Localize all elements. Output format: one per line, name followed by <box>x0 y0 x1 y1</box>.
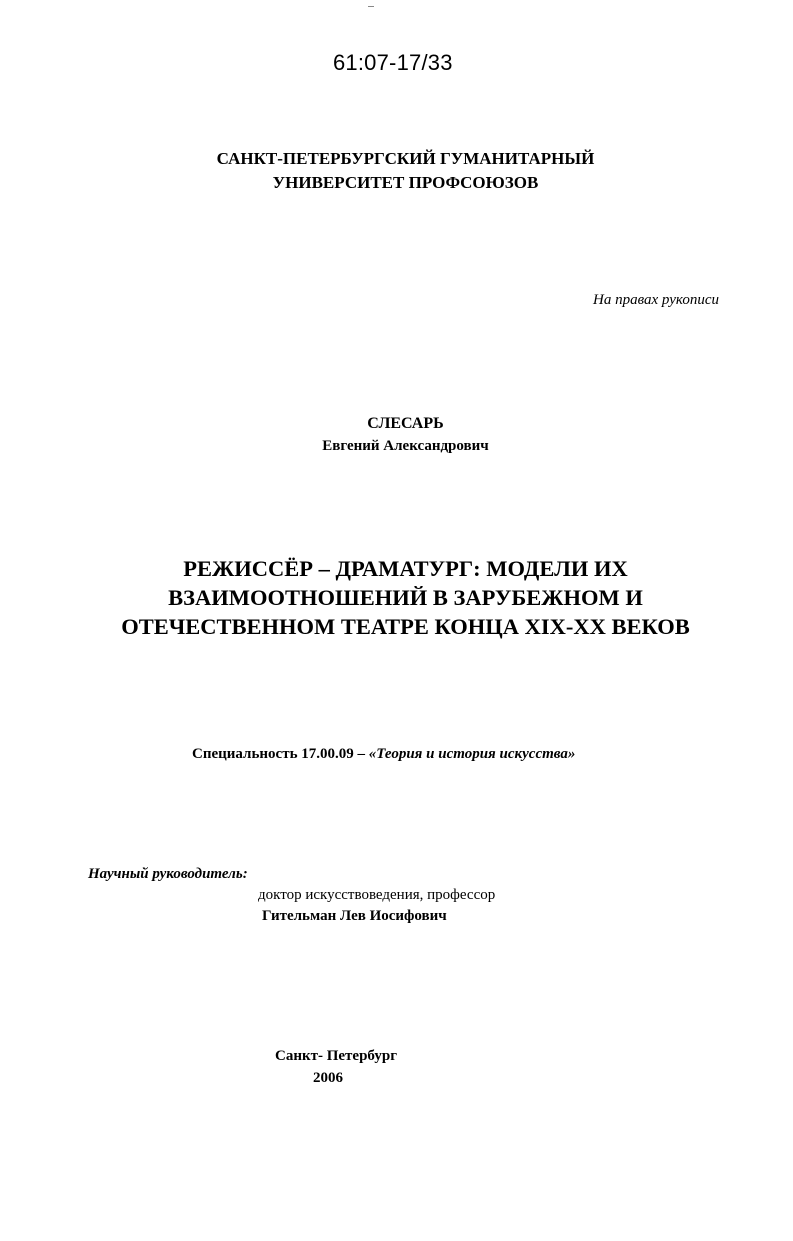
supervisor-name: Гительман Лев Иосифович <box>262 908 447 924</box>
city: Санкт- Петербург <box>275 1048 398 1064</box>
year: 2006 <box>313 1070 343 1086</box>
dissertation-title <box>0 554 793 641</box>
university-name <box>0 147 793 195</box>
title-line-3: ОТЕЧЕСТВЕННОМ ТЕАТРЕ КОНЦА XIX-XX ВЕКОВ <box>121 614 690 639</box>
speciality-prefix: Специальность 17.00.09 – <box>192 746 369 762</box>
scan-speck <box>368 6 374 7</box>
author-block <box>0 413 793 457</box>
university-line-1: САНКТ-ПЕТЕРБУРГСКИЙ ГУМАНИТАРНЫЙ <box>216 149 595 168</box>
supervisor-degree: доктор искусствоведения, профессор <box>258 887 496 903</box>
catalog-code: 61:07-17/33 <box>333 50 453 75</box>
author-given-names: Евгений Александрович <box>322 438 489 454</box>
title-line-2: ВЗАИМООТНОШЕНИЙ В ЗАРУБЕЖНОМ И <box>168 585 643 610</box>
author-surname: СЛЕСАРЬ <box>367 415 444 432</box>
university-line-2: УНИВЕРСИТЕТ ПРОФСОЮЗОВ <box>272 173 539 192</box>
title-line-1: РЕЖИССЁР – ДРАМАТУРГ: МОДЕЛИ ИХ <box>183 556 628 581</box>
manuscript-rights-note: На правах рукописи <box>593 292 719 308</box>
supervisor-label: Научный руководитель: <box>88 866 248 882</box>
speciality-line <box>192 746 575 763</box>
speciality-name: «Теория и история искусства» <box>368 746 576 762</box>
